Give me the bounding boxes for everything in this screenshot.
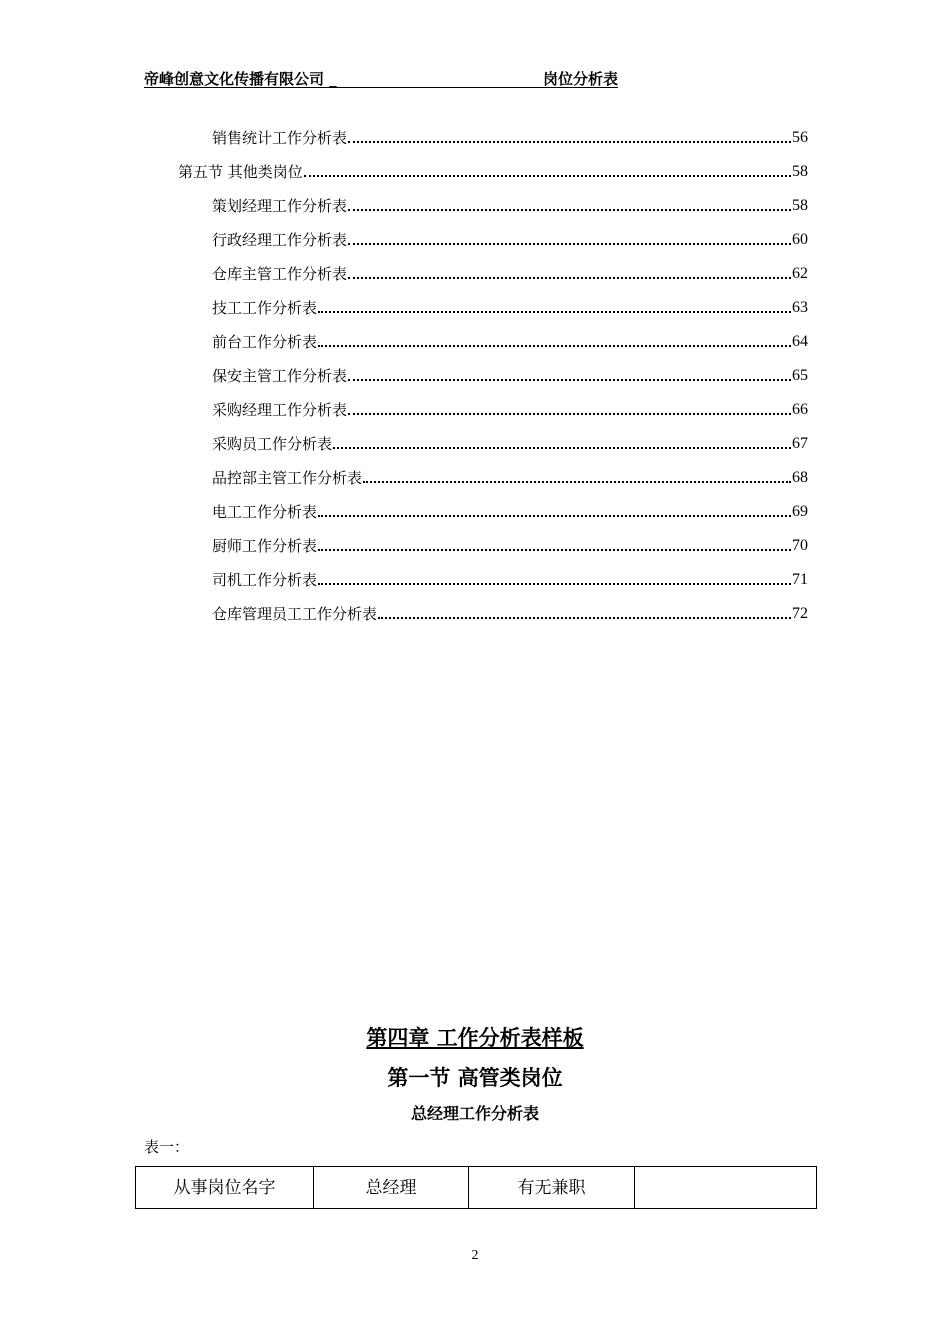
toc-entry[interactable] (212, 568, 808, 590)
toc-entry-page: 60 (792, 231, 808, 248)
toc-entry-title: 策划经理工作分析表 (212, 197, 348, 215)
table-cell-part-time-value (635, 1167, 817, 1209)
toc-entry-title: 行政经理工作分析表 (212, 231, 348, 249)
table-row (136, 1167, 817, 1209)
table-cell-job-title-value: 总经理 (314, 1167, 469, 1209)
toc-dot-leader (318, 515, 791, 517)
toc-dot-leader (348, 379, 791, 381)
toc-entry-page: 58 (792, 197, 808, 214)
toc-entry[interactable] (212, 364, 808, 386)
toc-entry-page: 71 (792, 571, 808, 588)
toc-entry-page: 67 (792, 435, 808, 452)
toc-entry[interactable] (212, 296, 808, 318)
toc-entry-title: 采购员工作分析表 (212, 435, 333, 453)
table-cell-part-time-label: 有无兼职 (469, 1167, 635, 1209)
toc-dot-leader (363, 481, 791, 483)
toc-entry[interactable] (212, 126, 808, 148)
header-company-name: 帝峰创意文化传播有限公司 _ (144, 70, 337, 88)
table-cell-job-title-label: 从事岗位名字 (136, 1167, 314, 1209)
toc-entry[interactable] (212, 262, 808, 284)
toc-dot-leader (304, 175, 791, 177)
toc-entry-page: 64 (792, 333, 808, 350)
toc-dot-leader (348, 413, 791, 415)
page-number: 2 (471, 1248, 479, 1263)
toc-entry-title: 技工工作分析表 (212, 299, 318, 317)
table-label: 表一： (144, 1138, 190, 1156)
toc-entry[interactable] (212, 194, 808, 216)
toc-entry-title: 第五节 其他类岗位 (178, 163, 303, 181)
toc-entry[interactable] (212, 534, 808, 556)
toc-entry-title: 销售统计工作分析表 (212, 129, 348, 147)
page-header (144, 68, 618, 88)
toc-dot-leader (348, 209, 791, 211)
toc-entry-title: 前台工作分析表 (212, 333, 318, 351)
section-heading: 第一节 高管类岗位 (387, 1066, 563, 1090)
table-title: 总经理工作分析表 (410, 1104, 539, 1123)
header-document-type: 岗位分析表 (542, 70, 618, 88)
toc-entry-title: 厨师工作分析表 (212, 537, 318, 555)
toc-dot-leader (378, 617, 791, 619)
toc-entry[interactable] (178, 160, 808, 182)
toc-entry-page: 58 (792, 163, 808, 180)
toc-entry-title: 仓库管理员工工作分析表 (212, 605, 378, 623)
toc-dot-leader (333, 447, 791, 449)
toc-entry[interactable] (212, 330, 808, 352)
toc-dot-leader (318, 549, 791, 551)
toc-entry-title: 电工工作分析表 (212, 503, 318, 521)
toc-entry[interactable] (212, 466, 808, 488)
toc-entry[interactable] (212, 432, 808, 454)
chapter-heading (0, 1022, 950, 1052)
toc-entry-page: 68 (792, 469, 808, 486)
toc-entry[interactable] (212, 228, 808, 250)
job-analysis-table (135, 1166, 817, 1209)
toc-entry-page: 63 (792, 299, 808, 316)
toc-entry-title: 司机工作分析表 (212, 571, 318, 589)
toc-entry[interactable] (212, 398, 808, 420)
toc-entry[interactable] (212, 500, 808, 522)
toc-entry-page: 65 (792, 367, 808, 384)
toc-dot-leader (318, 583, 791, 585)
toc-dot-leader (348, 243, 791, 245)
toc-entry-page: 70 (792, 537, 808, 554)
toc-entry-title: 仓库主管工作分析表 (212, 265, 348, 283)
toc-entry-page: 66 (792, 401, 808, 418)
toc-dot-leader (348, 141, 791, 143)
toc-entry-title: 采购经理工作分析表 (212, 401, 348, 419)
toc-dot-leader (318, 311, 791, 313)
toc-entry-title: 保安主管工作分析表 (212, 367, 348, 385)
toc-entry-title: 品控部主管工作分析表 (212, 469, 363, 487)
toc-entry[interactable] (212, 602, 808, 624)
toc-dot-leader (318, 345, 791, 347)
toc-dot-leader (348, 277, 791, 279)
toc-entry-page: 56 (792, 129, 808, 146)
toc-entry-page: 69 (792, 503, 808, 520)
toc-entry-page: 62 (792, 265, 808, 282)
chapter-heading-text: 第四章 工作分析表样板 (366, 1026, 584, 1050)
toc-entry-page: 72 (792, 605, 808, 622)
